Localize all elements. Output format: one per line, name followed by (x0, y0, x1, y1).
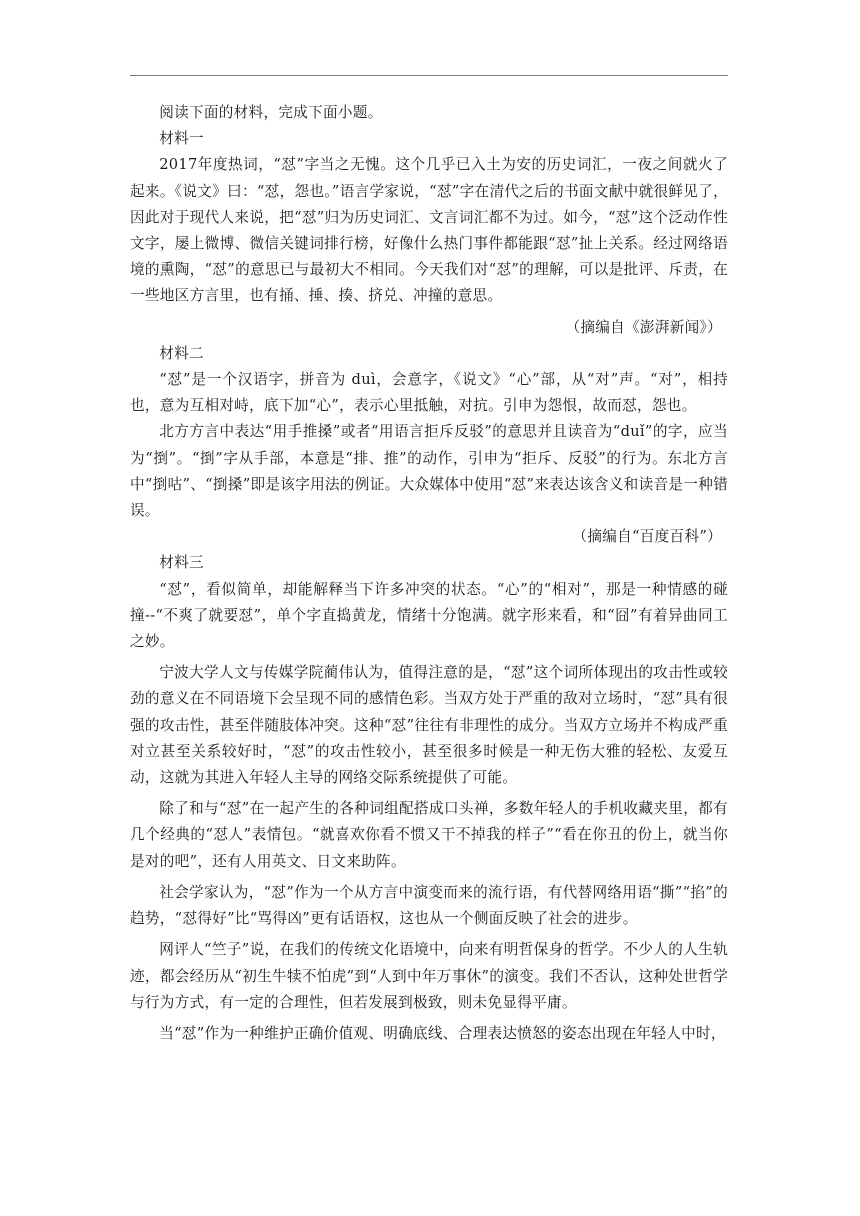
material-one-paragraph: 2017年度热词，“怼”字当之无愧。这个几乎已入土为安的历史词汇，一夜之间就火了起来。《说文》曰：“怼，怨也。”语言学家说，“怼”字在清代之后的书面文献中就很鲜见了，因此对于现代人来说，把“怼”归为历史词汇、文言词汇都不为过。如今，“怼”这个泛动作性文字，屡上微博、微信关键词排行榜，好像什么热门事件都能跟“怼”扯上关系。经过网络语境的熏陶，“怼”的意思已与最初大不相同。今天我们对“怼”的理解，可以是批评、斥责，在一些地区方言里，也有捅、捶、揍、挤兑、冲撞的意思。 (130, 156, 728, 305)
material-three-paragraph: 除了和与“怼”在一起产生的各种词组配搭成口头禅，多数年轻人的手机收藏夹里，都有几个经典的“怼人”表情包。“就喜欢你看不惯又干不掉我的样子”“看在你丑的份上，就当你是对的吧”，还有人用英文、日文来助阵。 (130, 800, 728, 870)
material-two-paragraph: “怼”是一个汉语字，拼音为 duì，会意字，《说文》“心”部，从“对”声。“对”，相持也，意为互相对峙，底下加“心”，表示心里抵触，对抗。引申为怨恨，故而怼，怨也。 (130, 371, 728, 415)
material-one-source: （摘编自《澎湃新闻》） (565, 318, 722, 336)
material-three-paragraph: “怼”，看似简单，却能解释当下许多冲突的状态。“心”的“相对”，那是一种情感的碰撞--“不爽了就要怼”，单个字直捣黄龙，情绪十分饱满。就字形来看，和“囧”有着异曲同工之妙。 (130, 580, 728, 651)
material-three-paragraph: 社会学家认为，“怼”作为一个从方言中演变而来的流行语，有代替网络用语“撕”“掐”的趋势，“怼得好”比“骂得凶”更有话语权，这也从一个侧面反映了社会的进步。 (130, 883, 728, 928)
material-two-heading: 材料二 (159, 344, 204, 362)
material-three-heading: 材料三 (159, 554, 204, 572)
header-rule (130, 75, 728, 76)
material-three-paragraph: 当“怼”作为一种维护正确价值观、明确底线、合理表达愤怒的姿态出现在年轻人中时， (159, 1024, 726, 1042)
material-one-heading: 材料一 (159, 130, 204, 148)
instruction: 阅读下面的材料，完成下面小题。 (159, 104, 383, 121)
material-three-paragraph: 网评人“竺子”说，在我们的传统文化语境中，向来有明哲保身的哲学。不少人的人生轨迹，都会经历从“初生牛犊不怕虎”到“人到中年万事休”的演变。我们不否认，这种处世哲学与行为方式，有一定的合理性，但若发展到极致，则未免显得平庸。 (130, 941, 728, 1011)
material-two-source: （摘编自“百度百科”） (572, 528, 722, 546)
material-three-paragraph: 宁波大学人文与传媒学院蔺伟认为，值得注意的是，“怼”这个词所体现出的攻击性或较劲的意义在不同语境下会呈现不同的感情色彩。当双方处于严重的敌对立场时，“怼”具有很强的攻击性，甚至伴随肢体冲突。这种“怼”往往有非理性的成分。当双方立场并不构成严重对立甚至关系较好时，“怼”的攻击性较小，甚至很多时候是一种无伤大雅的轻松、友爱互动，这就为其进入年轻人主导的网络交际系统提供了可能。 (130, 664, 728, 787)
material-two-paragraph: 北方方言中表达“用手推搡”或者“用语言拒斥反驳”的意思并且读音为“duǐ”的字，应当为“捯”。“捯”字从手部，本意是“排、推”的动作，引申为“拒斥、反驳”的行为。东北方言中“捯咕”、“捯搡”即是该字用法的例证。大众媒体中使用“怼”来表达该含义和读音是一种错误。 (130, 423, 728, 520)
reading-passage (130, 100, 728, 1047)
